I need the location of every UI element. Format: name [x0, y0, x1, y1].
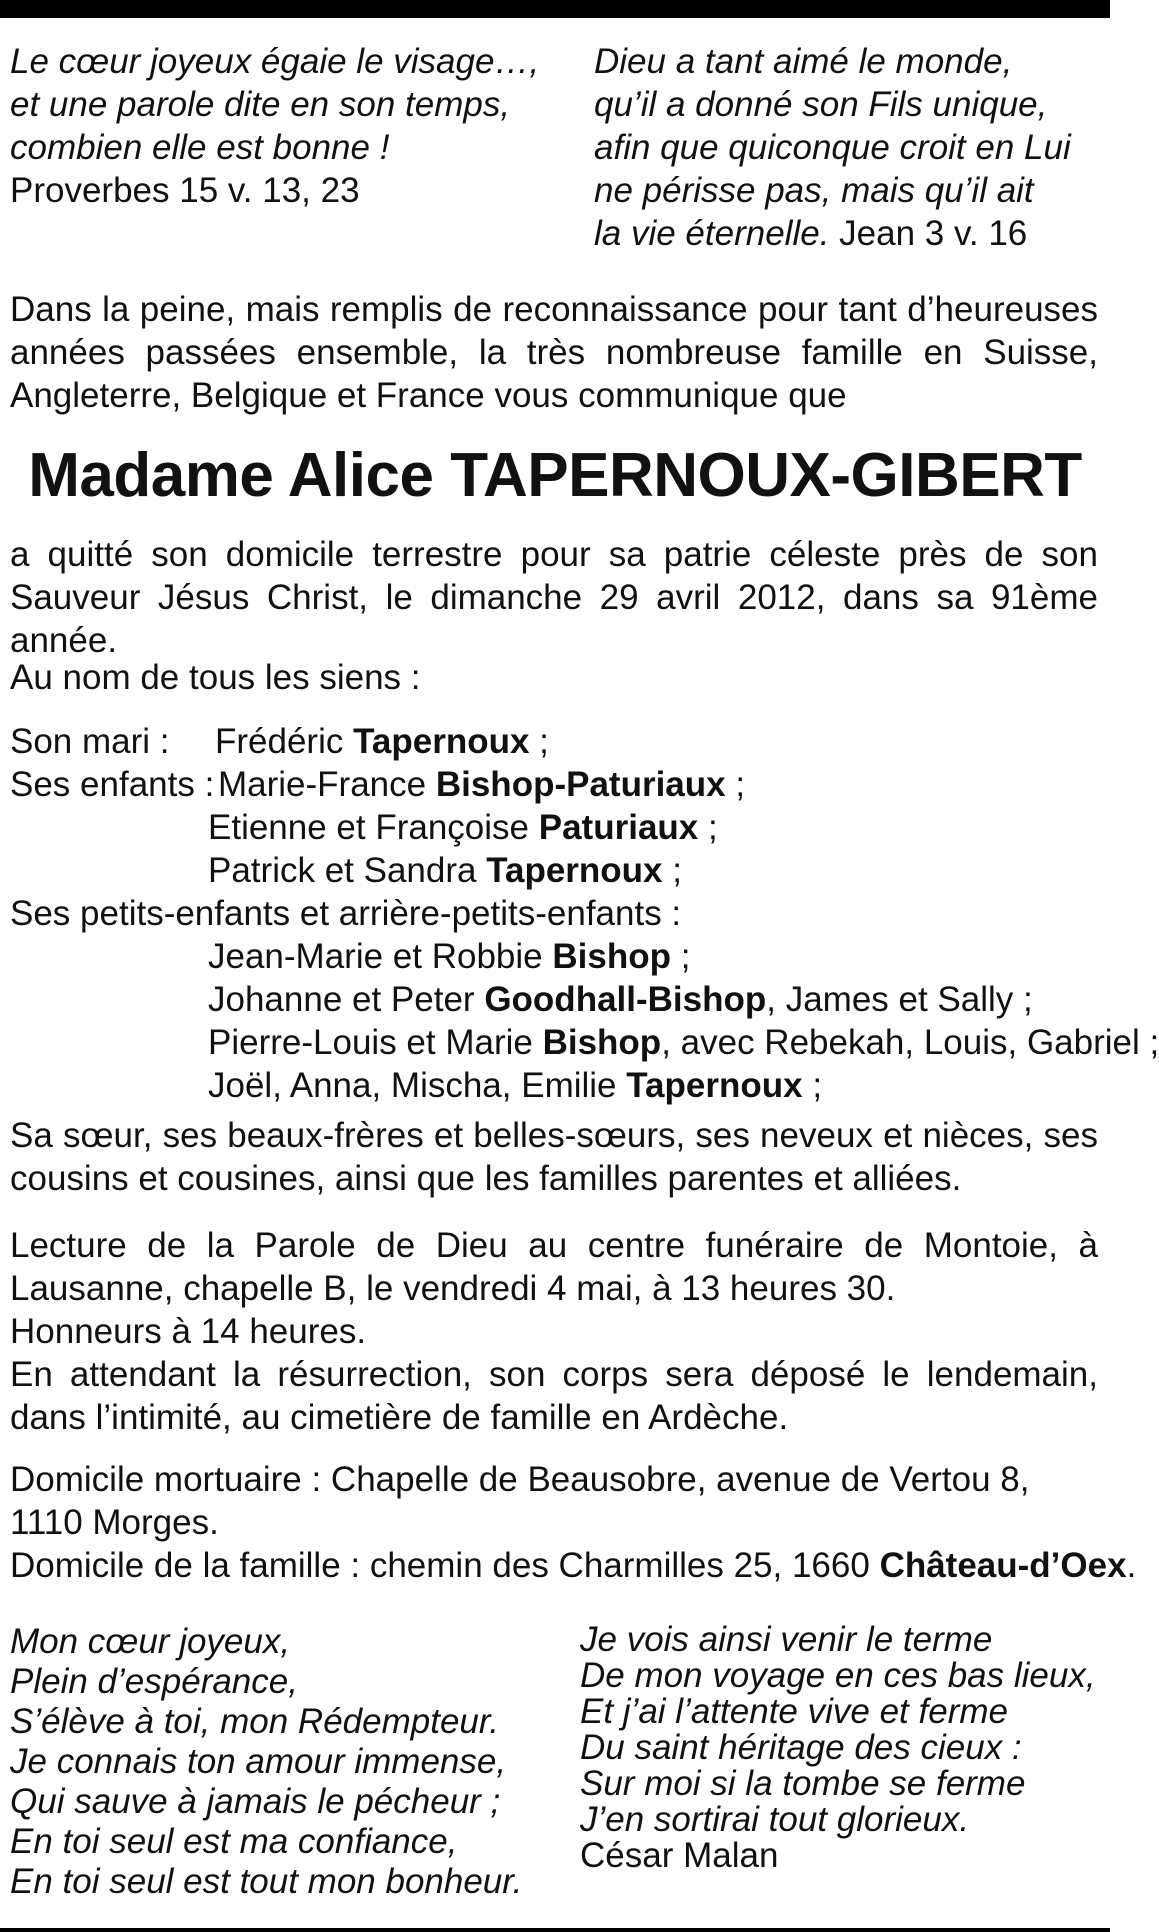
husband-given: Frédéric — [215, 722, 344, 761]
poem-left-line: Plein d’espérance, — [10, 1662, 298, 1701]
child-end: ; — [672, 851, 682, 890]
poem-right-line: Du saint héritage des cieux : — [580, 1728, 1022, 1767]
grandchild-given: Jean-Marie et Robbie — [208, 937, 543, 976]
addresses-section — [10, 1458, 1136, 1587]
grandchild-end: ; — [812, 1066, 823, 1105]
poem-left-line: En toi seul est tout mon bonheur. — [10, 1862, 523, 1901]
child-given: Patrick et Sandra — [208, 851, 477, 890]
ceremony-reading: Lecture de la Parole de Dieu au centre funéraire de Montoie, à Lausanne, chapelle B, le vendredi 4 mai, à 13 heures 30. — [10, 1226, 1098, 1308]
epigraph-right-line: ne périsse pas, mais qu’il ait — [594, 171, 1034, 210]
epigraph-left-line: combien elle est bonne ! — [10, 128, 390, 167]
grandchild-given: Pierre-Louis et Marie — [208, 1023, 533, 1062]
husband-end: ; — [539, 722, 549, 761]
family-list — [10, 720, 1159, 1107]
on-behalf-line: Au nom de tous les siens : — [10, 658, 421, 697]
family-town: Château-d’Oex — [879, 1546, 1127, 1585]
epigraph-right-last-line: la vie éternelle. — [594, 214, 830, 253]
grandchildren-label: Ses petits-enfants et arrière-petits-enfants : — [10, 894, 682, 933]
poem-left-line: Mon cœur joyeux, — [10, 1622, 291, 1661]
extended-family: Sa sœur, ses beaux-frères et belles-sœurs, ses neveux et nièces, ses cousins et cousines, ainsi que les familles parentes et alliées. — [10, 1116, 1098, 1198]
grandchild-surname: Tapernoux — [626, 1066, 803, 1105]
grandchild-surname: Bishop — [542, 1023, 662, 1062]
top-rule — [0, 0, 1110, 18]
poem-right-line: De mon voyage en ces bas lieux, — [580, 1656, 1096, 1695]
epigraph-left-line: et une parole dite en son temps, — [10, 85, 511, 124]
child-end: ; — [707, 808, 718, 847]
poem-left — [10, 1622, 522, 1902]
child-end: ; — [735, 765, 746, 804]
poem-right-line: Sur moi si la tombe se ferme — [580, 1764, 1026, 1803]
grandchild-end: , avec Rebekah, Louis, Gabriel ; — [661, 1023, 1159, 1062]
epigraph-left-line: Le cœur joyeux égaie le visage…, — [10, 42, 540, 81]
poem-left-line: S’élève à toi, mon Rédempteur. — [10, 1702, 499, 1741]
ceremony-section — [10, 1224, 1098, 1439]
husband-label: Son mari : — [10, 722, 170, 761]
grandchild-end: , James et Sally ; — [766, 980, 1033, 1019]
epigraph-right-line: qu’il a donné son Fils unique, — [594, 85, 1048, 124]
grandchild-surname: Goodhall-Bishop — [484, 980, 767, 1019]
grandchild-given: Johanne et Peter — [208, 980, 475, 1019]
mortuary-address-line2: 1110 Morges. — [10, 1503, 219, 1542]
grandchild-given: Joël, Anna, Mischa, Emilie — [208, 1066, 617, 1105]
child-surname: Paturiaux — [538, 808, 699, 847]
announcement-paragraph: a quitté son domicile terrestre pour sa patrie céleste près de son Sauveur Jésus Christ, le dimanche 29 avril 2012, dans sa 91ème année. — [10, 535, 1098, 660]
ceremony-burial: En attendant la résurrection, son corps sera déposé le lendemain, dans l’intimité, au cimetière de famille en Ardèche. — [10, 1355, 1098, 1437]
grandchild-surname: Bishop — [552, 937, 671, 976]
child-surname: Bishop-Paturiaux — [435, 765, 726, 804]
poem-left-line: Je connais ton amour immense, — [10, 1742, 507, 1781]
deceased-name: Madame Alice TAPERNOUX-GIBERT — [28, 441, 1082, 510]
child-surname: Tapernoux — [486, 851, 663, 890]
poem-right-line: Et j’ai l’attente vive et ferme — [580, 1692, 1008, 1731]
poem-right — [580, 1622, 1096, 1874]
intro-paragraph: Dans la peine, mais remplis de reconnaissance pour tant d’heureuses années passées ensemble, la très nombreuse famille en Suisse, Angleterre, Belgique et France vous communique que — [10, 290, 1098, 415]
poem-left-line: En toi seul est ma confiance, — [10, 1822, 458, 1861]
grandchild-end: ; — [680, 937, 691, 976]
family-address: Domicile de la famille : chemin des Charmilles 25, 1660 — [10, 1546, 870, 1585]
epigraph-left — [10, 40, 539, 212]
ceremony-honours: Honneurs à 14 heures. — [10, 1312, 367, 1351]
poem-left-line: Qui sauve à jamais le pécheur ; — [10, 1782, 501, 1821]
mortuary-address-line1: Domicile mortuaire : Chapelle de Beausobre, avenue de Vertou 8, — [10, 1460, 1030, 1499]
poem-right-line: Je vois ainsi venir le terme — [580, 1620, 993, 1659]
bottom-rule — [0, 1928, 1110, 1932]
poem-right-line: J’en sortirai tout glorieux. — [580, 1800, 970, 1839]
epigraph-right-reference: Jean 3 v. 16 — [839, 214, 1028, 253]
child-given: Etienne et Françoise — [208, 808, 530, 847]
children-label: Ses enfants : — [10, 765, 215, 804]
epigraph-left-reference: Proverbes 15 v. 13, 23 — [10, 171, 360, 210]
epigraph-right — [594, 40, 1071, 255]
family-address-end: . — [1126, 1546, 1137, 1585]
child-given: Marie-France — [218, 765, 427, 804]
epigraph-right-line: afin que quiconque croit en Lui — [594, 128, 1071, 167]
epigraph-right-line: Dieu a tant aimé le monde, — [594, 42, 1013, 81]
husband-surname: Tapernoux — [353, 722, 530, 761]
poem-author: César Malan — [580, 1836, 779, 1875]
